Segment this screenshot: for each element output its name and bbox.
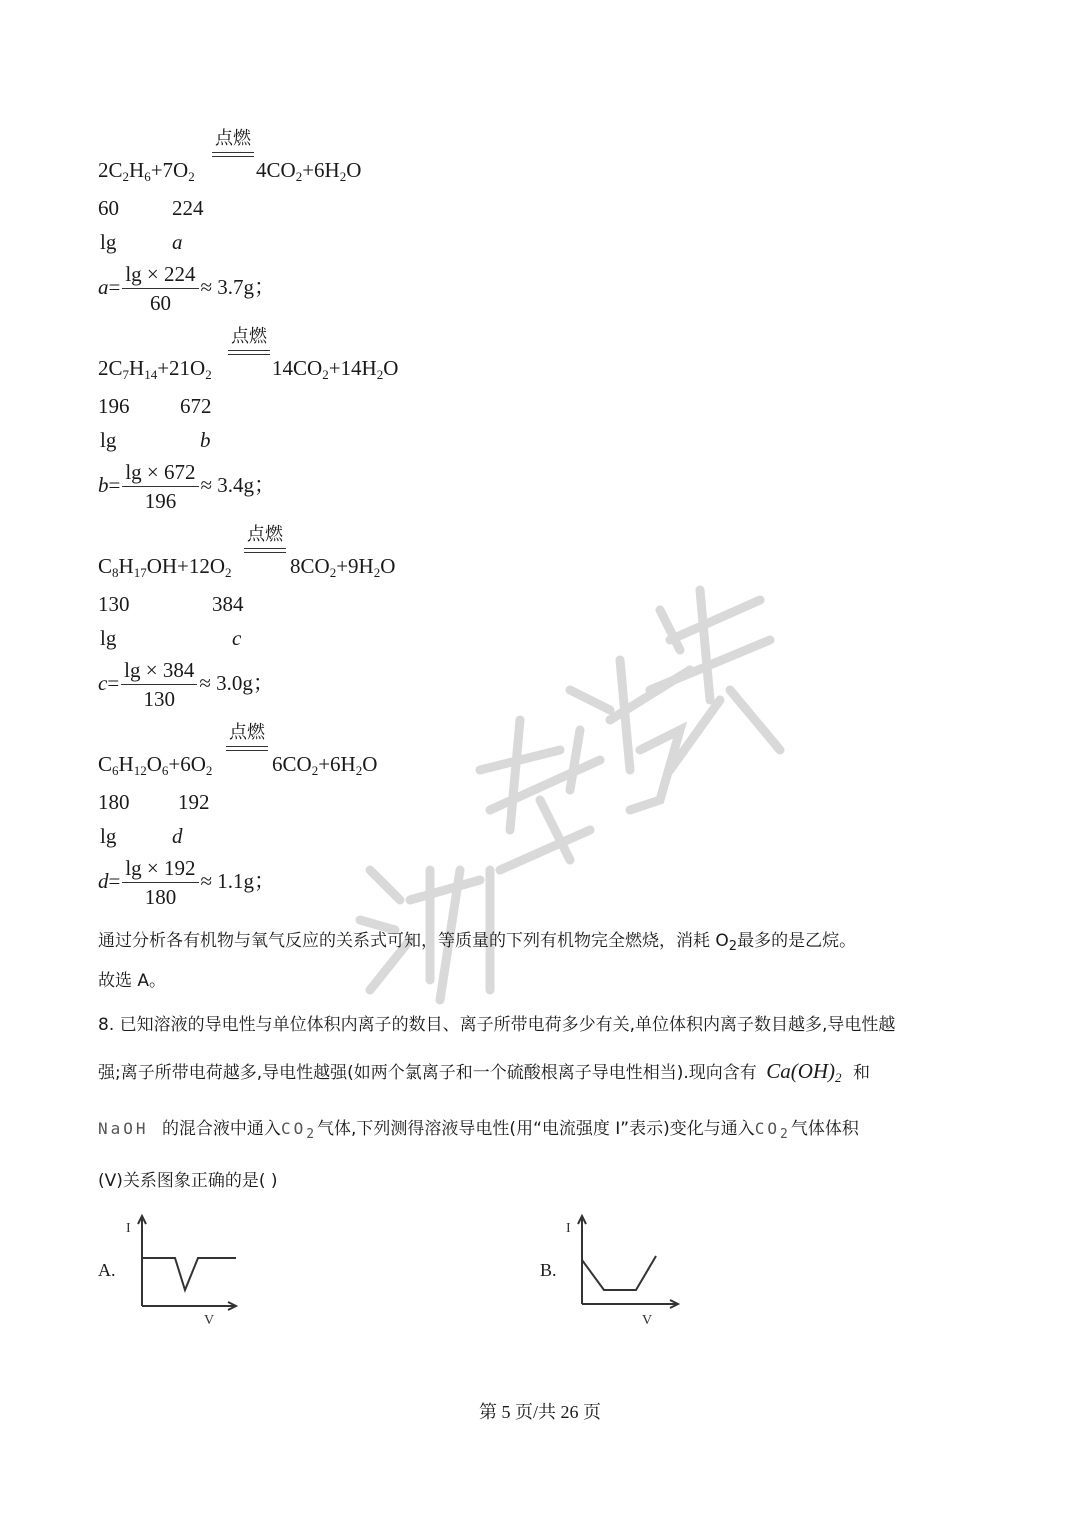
reactant-part: +6O — [168, 752, 206, 776]
option-b-y-label: I — [566, 1221, 571, 1236]
reaction-reactants — [98, 356, 212, 381]
calc-denominator: 196 — [144, 489, 177, 513]
reactant-part: H — [129, 158, 145, 182]
product-part: 6CO — [272, 752, 312, 776]
question-line-2 — [98, 1058, 870, 1084]
question-line-3 — [98, 1114, 859, 1142]
calc-fraction — [122, 460, 198, 514]
co2-sub-1: 2 — [306, 1127, 318, 1142]
calc-numerator: lg × 224 — [122, 262, 198, 289]
caoh-text: Ca(OH) — [766, 1059, 836, 1083]
reactant-sub: 2 — [188, 169, 195, 184]
reactant-sub: 8 — [112, 565, 119, 580]
calc-result: ≈ 3.7g； — [200, 274, 276, 299]
calc-equals: = — [108, 868, 121, 893]
molar-mass-left: 180 — [98, 790, 130, 814]
reaction-arrow — [226, 722, 268, 751]
molar-mass-right: 384 — [212, 592, 244, 616]
reactant-part: H — [118, 554, 134, 578]
option-a-curve — [142, 1258, 236, 1290]
calc-equals: = — [108, 472, 121, 497]
reactant-sub: 12 — [133, 763, 147, 778]
calculation — [98, 460, 275, 514]
product-part: +6H — [318, 752, 356, 776]
option-b-label[interactable]: B. — [540, 1260, 557, 1280]
product-part: 4CO — [256, 158, 296, 182]
unknown-variable: c — [232, 626, 242, 650]
answer-text: 故选 A。 — [98, 971, 167, 991]
equals-sign-icon — [244, 548, 286, 553]
conclusion-text — [98, 926, 857, 954]
question-line-2-text: 强;离子所带电荷越多,导电性越强(如两个氯离子和一个硫酸根离子导电性相当).现向含有 — [98, 1063, 757, 1083]
product-part: +14H — [328, 356, 377, 380]
reactant-sub: 6 — [144, 169, 151, 184]
reactant-part: 2C — [98, 158, 123, 182]
reactant-sub: 17 — [133, 565, 147, 580]
conclusion-before: 通过分析各有机物与氧气反应的关系式可知，等质量的下列有机物完全燃烧，消耗 O — [98, 931, 729, 951]
product-sub: 2 — [339, 169, 347, 184]
given-mass: lg — [100, 230, 117, 254]
product-part: O — [383, 356, 399, 380]
reaction-products — [272, 356, 398, 381]
formula-co2-2 — [754, 1119, 791, 1142]
product-sub: 2 — [322, 367, 329, 382]
calc-variable: a — [98, 274, 109, 299]
page-footer: 第 5 页/共 26 页 — [478, 1402, 601, 1422]
calc-numerator: lg × 384 — [121, 658, 197, 685]
reactant-part: 2C — [98, 356, 123, 380]
calc-denominator: 130 — [143, 687, 176, 711]
reactant-part: O — [146, 752, 162, 776]
calc-equals: = — [108, 274, 121, 299]
conclusion-after: 最多的是乙烷。 — [737, 931, 857, 951]
question-line-2-and: 和 — [852, 1063, 870, 1083]
product-part: O — [346, 158, 362, 182]
molar-mass-left: 130 — [98, 592, 130, 616]
equals-sign-icon — [226, 746, 268, 751]
reaction-condition: 点燃 — [247, 524, 283, 545]
calculation — [98, 658, 274, 712]
option-b-x-label: V — [642, 1313, 653, 1328]
reactant-part: C — [98, 554, 113, 578]
option-b-curve — [582, 1256, 656, 1290]
calc-variable: b — [98, 472, 109, 497]
product-sub: 2 — [329, 565, 337, 580]
reactant-sub: 2 — [225, 565, 232, 580]
reaction-arrow — [244, 524, 286, 553]
unknown-variable: b — [200, 428, 211, 452]
molar-mass-left: 196 — [98, 394, 130, 418]
reactant-part: C — [98, 752, 113, 776]
reactant-sub: 6 — [112, 763, 119, 778]
option-a-label[interactable]: A. — [98, 1260, 116, 1280]
reaction-condition: 点燃 — [229, 722, 265, 743]
caoh-sub: 2 — [835, 1070, 842, 1085]
reaction-products — [272, 752, 377, 777]
product-sub: 2 — [376, 367, 384, 382]
product-sub: 2 — [355, 763, 363, 778]
calc-equals: = — [107, 670, 120, 695]
given-mass: lg — [100, 824, 117, 848]
question-line-3-b: 气体,下列测得溶液导电性(用“电流强度 I”表示)变化与通入 — [317, 1119, 755, 1139]
reaction-condition: 点燃 — [215, 128, 251, 149]
molar-mass-right: 224 — [172, 196, 204, 220]
given-mass: lg — [100, 626, 117, 650]
product-part: +6H — [302, 158, 340, 182]
reaction-arrow — [212, 128, 254, 157]
calc-fraction — [122, 262, 198, 316]
reaction-reactants — [98, 752, 212, 777]
calc-result: ≈ 3.0g； — [199, 670, 274, 695]
equals-sign-icon — [228, 350, 270, 355]
reactant-sub: 7 — [122, 367, 130, 382]
calc-numerator: lg × 192 — [122, 856, 198, 883]
molar-mass-right: 192 — [178, 790, 210, 814]
unknown-variable: d — [172, 824, 183, 848]
reactant-part: H — [118, 752, 134, 776]
question-line-3-c: 气体体积 — [790, 1119, 859, 1139]
product-part: O — [362, 752, 378, 776]
option-b-graph[interactable] — [560, 1210, 685, 1330]
question-line-4: (V)关系图象正确的是( ) — [98, 1171, 278, 1191]
reactant-sub: 2 — [205, 763, 213, 778]
reaction-equation — [98, 326, 518, 386]
product-sub: 2 — [311, 763, 319, 778]
reaction-equation — [98, 128, 518, 188]
co2-text-2: CO — [754, 1119, 780, 1138]
calc-variable: c — [98, 670, 108, 695]
option-a-graph[interactable] — [120, 1210, 245, 1330]
formula-caoh2 — [766, 1059, 841, 1083]
formula-naoh: NaOH — [98, 1119, 149, 1138]
co2-text-1: CO — [280, 1119, 307, 1138]
reactant-sub: 6 — [161, 763, 169, 778]
option-a-x-label: V — [204, 1313, 215, 1328]
reaction-products — [256, 158, 361, 183]
reaction-equation — [98, 524, 518, 584]
co2-sub-2: 2 — [780, 1127, 791, 1142]
calc-numerator: lg × 672 — [122, 460, 198, 487]
product-part: +9H — [336, 554, 374, 578]
question-line-1: 8. 已知溶液的导电性与单位体积内离子的数目、离子所带电荷多少有关,单位体积内离子数目越多,导电性越 — [98, 1015, 896, 1035]
reactant-part: H — [129, 356, 145, 380]
calc-denominator: 60 — [149, 291, 171, 315]
product-sub: 2 — [373, 565, 381, 580]
reactant-sub: 2 — [205, 367, 212, 382]
calculation — [98, 856, 275, 910]
molar-mass-right: 672 — [180, 394, 212, 418]
calc-denominator: 180 — [144, 885, 177, 909]
product-part: 8CO — [290, 554, 330, 578]
reaction-products — [290, 554, 395, 579]
reaction-arrow — [228, 326, 270, 355]
product-part: O — [380, 554, 396, 578]
product-sub: 2 — [295, 169, 303, 184]
given-mass: lg — [100, 428, 117, 452]
reactant-part: OH+12O — [146, 554, 226, 578]
reaction-equation — [98, 722, 518, 782]
reactant-sub: 14 — [144, 367, 158, 382]
unknown-variable: a — [172, 230, 183, 254]
calc-fraction — [122, 856, 198, 910]
equals-sign-icon — [212, 152, 254, 157]
question-line-3-a: 的混合液中通入 — [161, 1119, 281, 1139]
reaction-reactants — [98, 158, 195, 183]
conclusion-sub: 2 — [728, 939, 738, 954]
product-part: 14CO — [272, 356, 323, 380]
reaction-condition: 点燃 — [231, 326, 267, 347]
calc-variable: d — [98, 868, 109, 893]
reactant-sub: 2 — [122, 169, 130, 184]
calculation — [98, 262, 275, 316]
formula-co2-1 — [280, 1119, 318, 1142]
reaction-reactants — [98, 554, 232, 579]
reactant-part: +7O — [150, 158, 189, 182]
option-a-y-label: I — [126, 1221, 131, 1236]
calc-fraction — [121, 658, 197, 712]
molar-mass-left: 60 — [98, 196, 119, 220]
calc-result: ≈ 1.1g； — [200, 868, 276, 893]
reactant-part: +21O — [157, 356, 206, 380]
calc-result: ≈ 3.4g； — [200, 472, 276, 497]
